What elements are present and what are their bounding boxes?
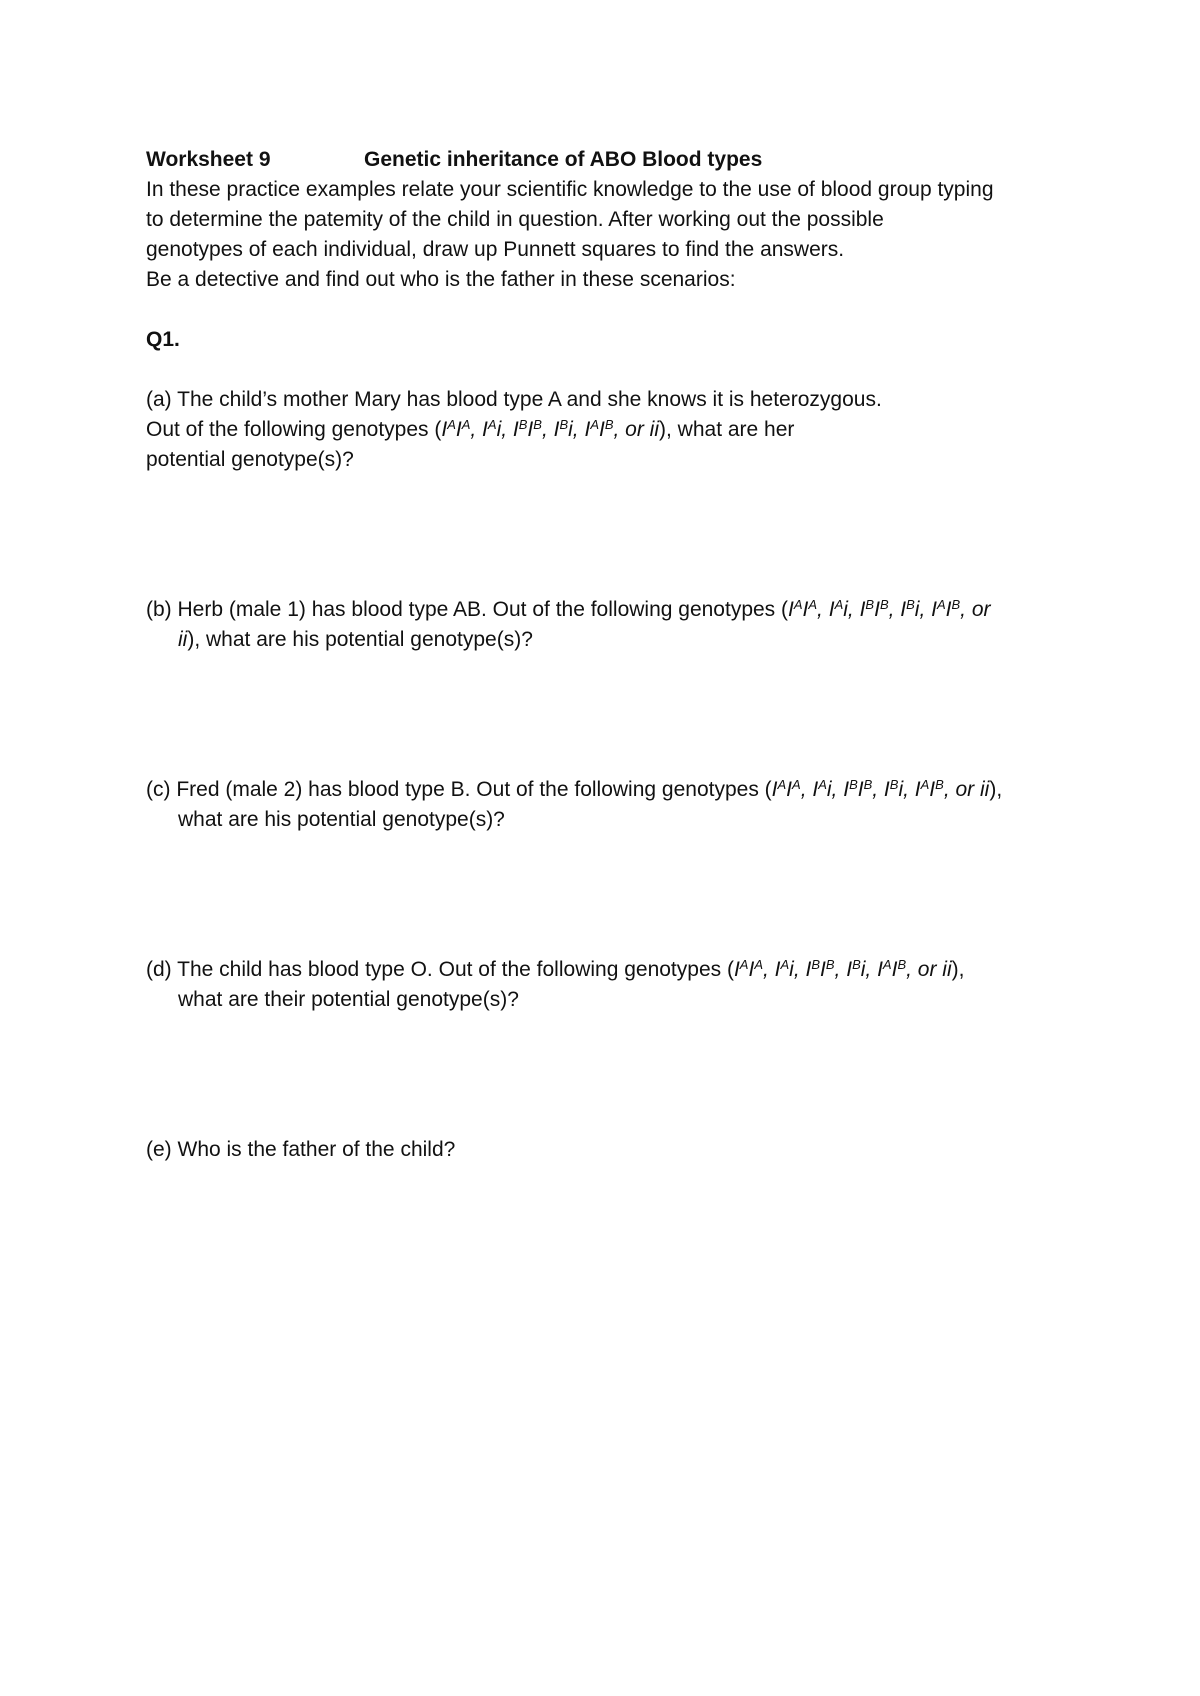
allele-superscript: A <box>936 597 946 612</box>
question-a <box>146 385 1066 475</box>
intro-line: In these practice examples relate your scientific knowledge to the use of blood group typing <box>146 178 994 201</box>
allele-superscript: B <box>518 417 528 432</box>
allele-superscript: B <box>852 957 861 972</box>
question-b-line2 <box>146 625 1066 655</box>
allele-superscript: B <box>935 777 944 792</box>
allele-superscript: B <box>879 597 889 612</box>
intro-line: to determine the patemity of the child in question. After working out the possible <box>146 208 884 231</box>
allele-superscript: B <box>811 957 821 972</box>
question-d-line1 <box>146 955 1066 985</box>
worksheet-title: Genetic inheritance of ABO Blood types <box>364 148 763 171</box>
question-b-text: ), what are his potential genotype(s)? <box>187 628 533 651</box>
question-d-text: ), <box>951 958 965 981</box>
allele-superscript: A <box>487 417 497 432</box>
genotype-list: $I^AI^A$, $I^Ai$, $I^BI^B$, $I^Bi$, $I^AI^B$, or ii <box>771 777 990 801</box>
allele-superscript: B <box>533 417 542 432</box>
allele-superscript: A <box>834 597 844 612</box>
allele-superscript: B <box>906 597 915 612</box>
question-d-line2: what are their potential genotype(s)? <box>178 988 519 1011</box>
question-c-line2: what are his potential genotype(s)? <box>178 808 505 831</box>
intro-line: genotypes of each individual, draw up Punnett squares to find the answers. <box>146 238 845 261</box>
question-d-text: (d) The child has blood type O. Out of the following genotypes ( <box>146 958 734 981</box>
question-e <box>146 1135 1066 1165</box>
allele-superscript: A <box>447 417 456 432</box>
allele-superscript: A <box>808 597 818 612</box>
genotype-ii: ii <box>178 628 188 651</box>
worksheet-number: Worksheet 9 <box>146 148 271 171</box>
question-c-text: ), <box>989 778 1003 801</box>
allele-superscript: A <box>792 777 801 792</box>
allele-superscript: B <box>559 417 569 432</box>
question-b-line1 <box>146 595 1066 625</box>
allele-superscript: B <box>825 957 835 972</box>
question-c <box>146 775 1066 835</box>
allele-superscript: B <box>849 777 858 792</box>
allele-superscript: B <box>604 417 614 432</box>
worksheet-header <box>146 145 1066 175</box>
allele-superscript: B <box>889 777 899 792</box>
allele-superscript: A <box>754 957 763 972</box>
question-a-line1: (a) The child’s mother Mary has blood type A and she knows it is heterozygous. <box>146 388 882 411</box>
question-c-text: (c) Fred (male 2) has blood type B. Out of the following genotypes ( <box>146 778 772 801</box>
question-b <box>146 595 1066 655</box>
question-label: Q1. <box>146 328 180 351</box>
allele-superscript: A <box>461 417 471 432</box>
worksheet-page <box>146 145 1066 1165</box>
allele-superscript: A <box>739 957 749 972</box>
allele-superscript: A <box>920 777 930 792</box>
question-a-text: ), what are her <box>659 418 795 441</box>
genotype-list: $I^AI^A$, $I^Ai$, $I^BI^B$, $I^Bi$, $I^AI^B$, or ii <box>733 957 952 981</box>
genotype-list: $I^AI^A$, $I^Ai$, $I^BI^B$, $I^Bi$, $I^AI^B$ <box>788 597 961 621</box>
allele-superscript: A <box>882 957 892 972</box>
question-a-text: Out of the following genotypes ( <box>146 418 442 441</box>
allele-superscript: A <box>590 417 599 432</box>
allele-superscript: B <box>863 777 873 792</box>
question-b-text: (b) Herb (male 1) has blood type AB. Out of the following genotypes ( <box>146 598 789 621</box>
question-a-line3: potential genotype(s)? <box>146 448 354 471</box>
allele-superscript: A <box>780 957 790 972</box>
question-d <box>146 955 1066 1015</box>
intro-paragraph <box>146 175 1066 295</box>
allele-superscript: B <box>951 597 961 612</box>
question-e-line1: (e) Who is the father of the child? <box>146 1138 456 1161</box>
intro-line: Be a detective and find out who is the father in these scenarios: <box>146 268 736 291</box>
allele-superscript: B <box>865 597 875 612</box>
allele-superscript: A <box>777 777 787 792</box>
allele-superscript: A <box>793 597 803 612</box>
allele-superscript: B <box>897 957 907 972</box>
genotype-list: $I^AI^A$, $I^Ai$, $I^BI^B$, $I^Bi$, $I^AI^B$, or ii <box>441 417 660 441</box>
question-c-line1 <box>146 775 1066 805</box>
allele-superscript: A <box>818 777 827 792</box>
question-a-line2 <box>146 415 1066 445</box>
question-b-text: , or <box>960 598 991 621</box>
